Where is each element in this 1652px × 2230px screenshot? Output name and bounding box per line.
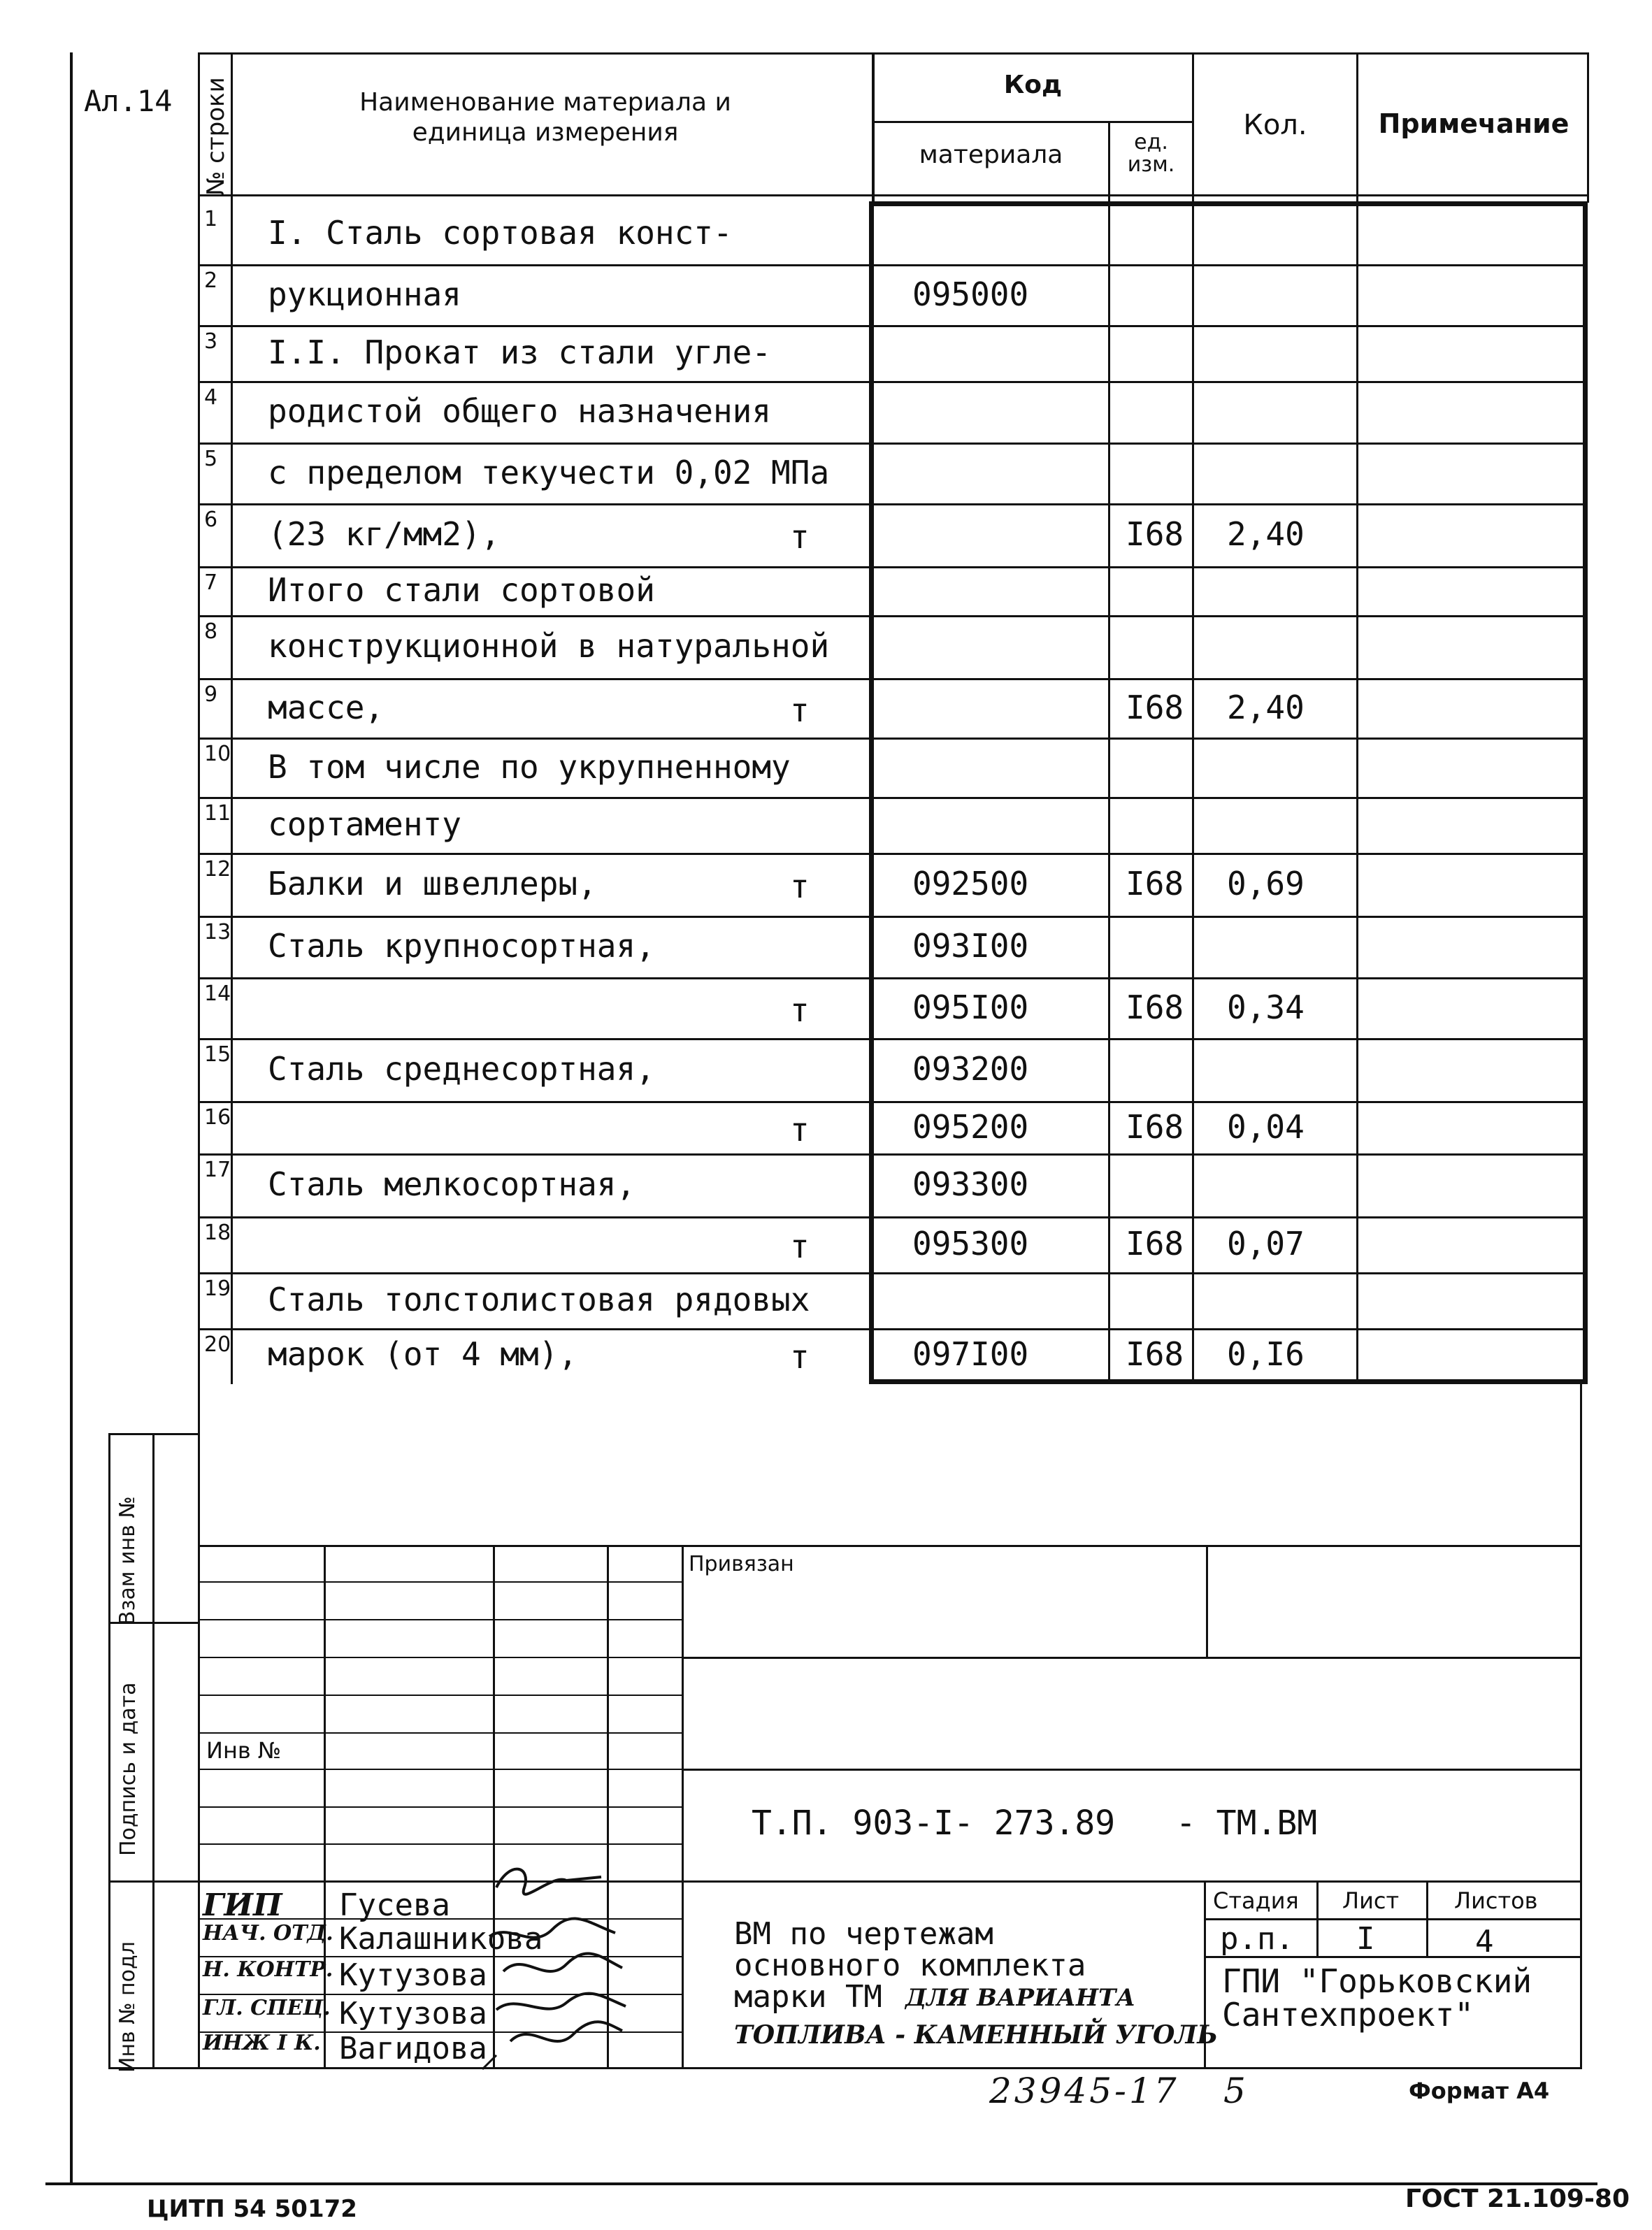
stamp-privyazan: Привязан: [689, 1552, 794, 1576]
row-number: 11: [204, 801, 231, 826]
row-number: 4: [204, 385, 218, 410]
row-number: 1: [204, 207, 218, 231]
quantity: 0,04: [1227, 1108, 1305, 1146]
header-qty: Кол.: [1243, 109, 1307, 141]
quantity: 2,40: [1227, 515, 1305, 553]
row-number: 16: [204, 1105, 231, 1130]
material-code: 093I00: [912, 927, 1029, 965]
unit-name: т: [790, 1338, 810, 1376]
doc-title-5: ТОПЛИВА - КАМЕННЫЙ УГОЛЬ: [734, 2020, 1218, 2050]
row-number: 15: [204, 1042, 231, 1067]
signatures-drawing: [482, 1846, 636, 2076]
row-number: 3: [204, 329, 218, 354]
side-label-inv: Инв № подл: [115, 1941, 140, 2073]
row-number: 17: [204, 1158, 231, 1182]
quantity: 0,07: [1227, 1225, 1305, 1263]
material-name: Итого стали сортовой: [268, 571, 655, 609]
material-code: 095I00: [912, 988, 1029, 1026]
side-label-vzam: Взам инв №: [115, 1496, 140, 1625]
signer-role: ГИП: [203, 1887, 282, 1923]
signer-name: Кутузова: [339, 1996, 487, 2031]
unit-name: т: [790, 868, 810, 905]
unit-code: I68: [1126, 1225, 1184, 1263]
row-divider: [198, 1038, 1587, 1040]
row-divider: [198, 1272, 1587, 1274]
stage-value: р.п.: [1220, 1921, 1294, 1957]
material-name: марок (от 4 мм),: [268, 1335, 578, 1373]
material-name: I.I. Прокат из стали угле-: [268, 333, 772, 371]
row-divider: [198, 1328, 1587, 1330]
quantity: 0,34: [1227, 988, 1305, 1026]
material-name: Сталь мелкосортная,: [268, 1165, 636, 1203]
org-name: ГПИ "Горьковский Сантехпроект": [1222, 1962, 1532, 2034]
row-number: 2: [204, 268, 218, 293]
signer-role: ИНЖ I К.: [203, 2031, 321, 2055]
row-divider: [198, 977, 1587, 979]
format-label: Формат А4: [1409, 2078, 1550, 2104]
row-number: 13: [204, 920, 231, 944]
doc-title-1: ВМ по чертежам: [734, 1916, 993, 1952]
row-divider: [198, 678, 1587, 680]
header-code: Код: [1003, 71, 1063, 99]
unit-name: т: [790, 1228, 810, 1265]
material-code: 097I00: [912, 1335, 1029, 1373]
row-divider: [198, 264, 1587, 266]
row-divider: [198, 1101, 1587, 1103]
material-name: конструкционной в натуральной: [268, 627, 830, 665]
row-number: 9: [204, 682, 218, 707]
side-label-podpis: Подпись и дата: [116, 1682, 141, 1856]
row-number: 6: [204, 508, 218, 532]
unit-code: I68: [1126, 1335, 1184, 1373]
row-divider: [198, 566, 1587, 568]
header-code-unit: ед. изм.: [1127, 130, 1175, 177]
row-number: 12: [204, 857, 231, 882]
material-name: В том числе по укрупненному: [268, 748, 791, 786]
quantity: 2,40: [1227, 689, 1305, 726]
signer-name: Калашникова: [339, 1921, 543, 1957]
stage-label: Стадия: [1213, 1887, 1299, 1914]
doc-code: Т.П. 903-I- 273.89 - ТМ.ВМ: [752, 1804, 1318, 1843]
row-divider: [198, 916, 1587, 918]
material-code: 095200: [912, 1108, 1029, 1146]
row-number: 5: [204, 447, 218, 471]
stamp-inv-no: Инв №: [206, 1737, 282, 1764]
material-name: с пределом текучести 0,02 МПа: [268, 454, 830, 491]
material-code: 092500: [912, 865, 1029, 902]
row-divider: [198, 1153, 1587, 1156]
row-divider: [198, 797, 1587, 799]
inventory-number: 23945-17: [989, 2071, 1179, 2111]
signer-role: НАЧ. ОТД.: [203, 1921, 333, 1945]
quantity: 0,69: [1227, 865, 1305, 902]
material-code: 095000: [912, 275, 1029, 313]
material-name: родистой общего назначения: [268, 392, 772, 430]
signer-name: Кутузова: [339, 1957, 487, 1993]
footer-right: ГОСТ 21.109-80: [1405, 2185, 1630, 2213]
material-code: 093300: [912, 1165, 1029, 1203]
sheet-label: Ал.14: [84, 84, 173, 118]
sheets-label: Листов: [1454, 1887, 1538, 1914]
row-divider: [198, 1216, 1587, 1218]
row-divider: [198, 738, 1587, 740]
material-name: Балки и швеллеры,: [268, 865, 597, 902]
sheet-label-cell: Лист: [1342, 1887, 1400, 1914]
frame-left-line: [70, 52, 73, 2185]
row-divider: [198, 381, 1587, 383]
doc-title-2: основного комплекта: [734, 1948, 1086, 1983]
footer-left: ЦИТП 54 50172: [147, 2195, 357, 2223]
signer-name: Вагидова: [339, 2031, 487, 2066]
row-number: 14: [204, 981, 231, 1006]
material-name: Сталь среднесортная,: [268, 1050, 655, 1088]
row-divider: [198, 325, 1587, 327]
material-name: Сталь крупносортная,: [268, 927, 655, 965]
row-number: 7: [204, 570, 218, 595]
unit-name: т: [790, 1111, 810, 1149]
unit-name: т: [790, 518, 810, 556]
unit-name: т: [790, 691, 810, 729]
unit-code: I68: [1126, 988, 1184, 1026]
unit-code: I68: [1126, 1108, 1184, 1146]
material-name: рукционная: [268, 275, 461, 313]
sheets-value: 4: [1475, 1924, 1494, 1959]
signer-name: Гусева: [339, 1887, 450, 1923]
material-name: Сталь толстолистовая рядовых: [268, 1281, 810, 1318]
material-code: 093200: [912, 1050, 1029, 1088]
unit-code: I68: [1126, 515, 1184, 553]
row-number: 8: [204, 619, 218, 644]
header-code-material: материала: [919, 141, 1063, 169]
row-divider: [198, 615, 1587, 617]
row-divider: [198, 443, 1587, 445]
unit-name: т: [790, 991, 810, 1029]
page-number: 5: [1223, 2071, 1246, 2111]
material-name: массе,: [268, 689, 385, 726]
row-number: 20: [204, 1332, 231, 1357]
header-note: Примечание: [1378, 108, 1570, 139]
material-name: I. Сталь сортовая конст-: [268, 214, 733, 252]
row-number: 18: [204, 1221, 231, 1245]
material-code: 095300: [912, 1225, 1029, 1263]
row-number: 19: [204, 1276, 231, 1301]
row-number: 10: [204, 742, 231, 766]
frame-bottom-line: [45, 2182, 1597, 2185]
quantity: 0,I6: [1227, 1335, 1305, 1373]
header-row-no: № строки: [202, 77, 230, 196]
material-name: сортаменту: [268, 805, 461, 843]
row-divider: [198, 503, 1587, 505]
signer-role: Н. КОНТР.: [203, 1957, 333, 1982]
signer-role: ГЛ. СПЕЦ.: [203, 1996, 331, 2020]
row-divider: [198, 853, 1587, 855]
sheet-value: I: [1356, 1921, 1375, 1957]
doc-title-4: ДЛЯ ВАРИАНТА: [905, 1984, 1136, 2012]
header-name: Наименование материала и единица измерения: [359, 88, 731, 148]
unit-code: I68: [1126, 865, 1184, 902]
doc-title-3: марки ТМ: [734, 1979, 882, 2015]
material-name: (23 кг/мм2),: [268, 515, 501, 553]
unit-code: I68: [1126, 689, 1184, 726]
